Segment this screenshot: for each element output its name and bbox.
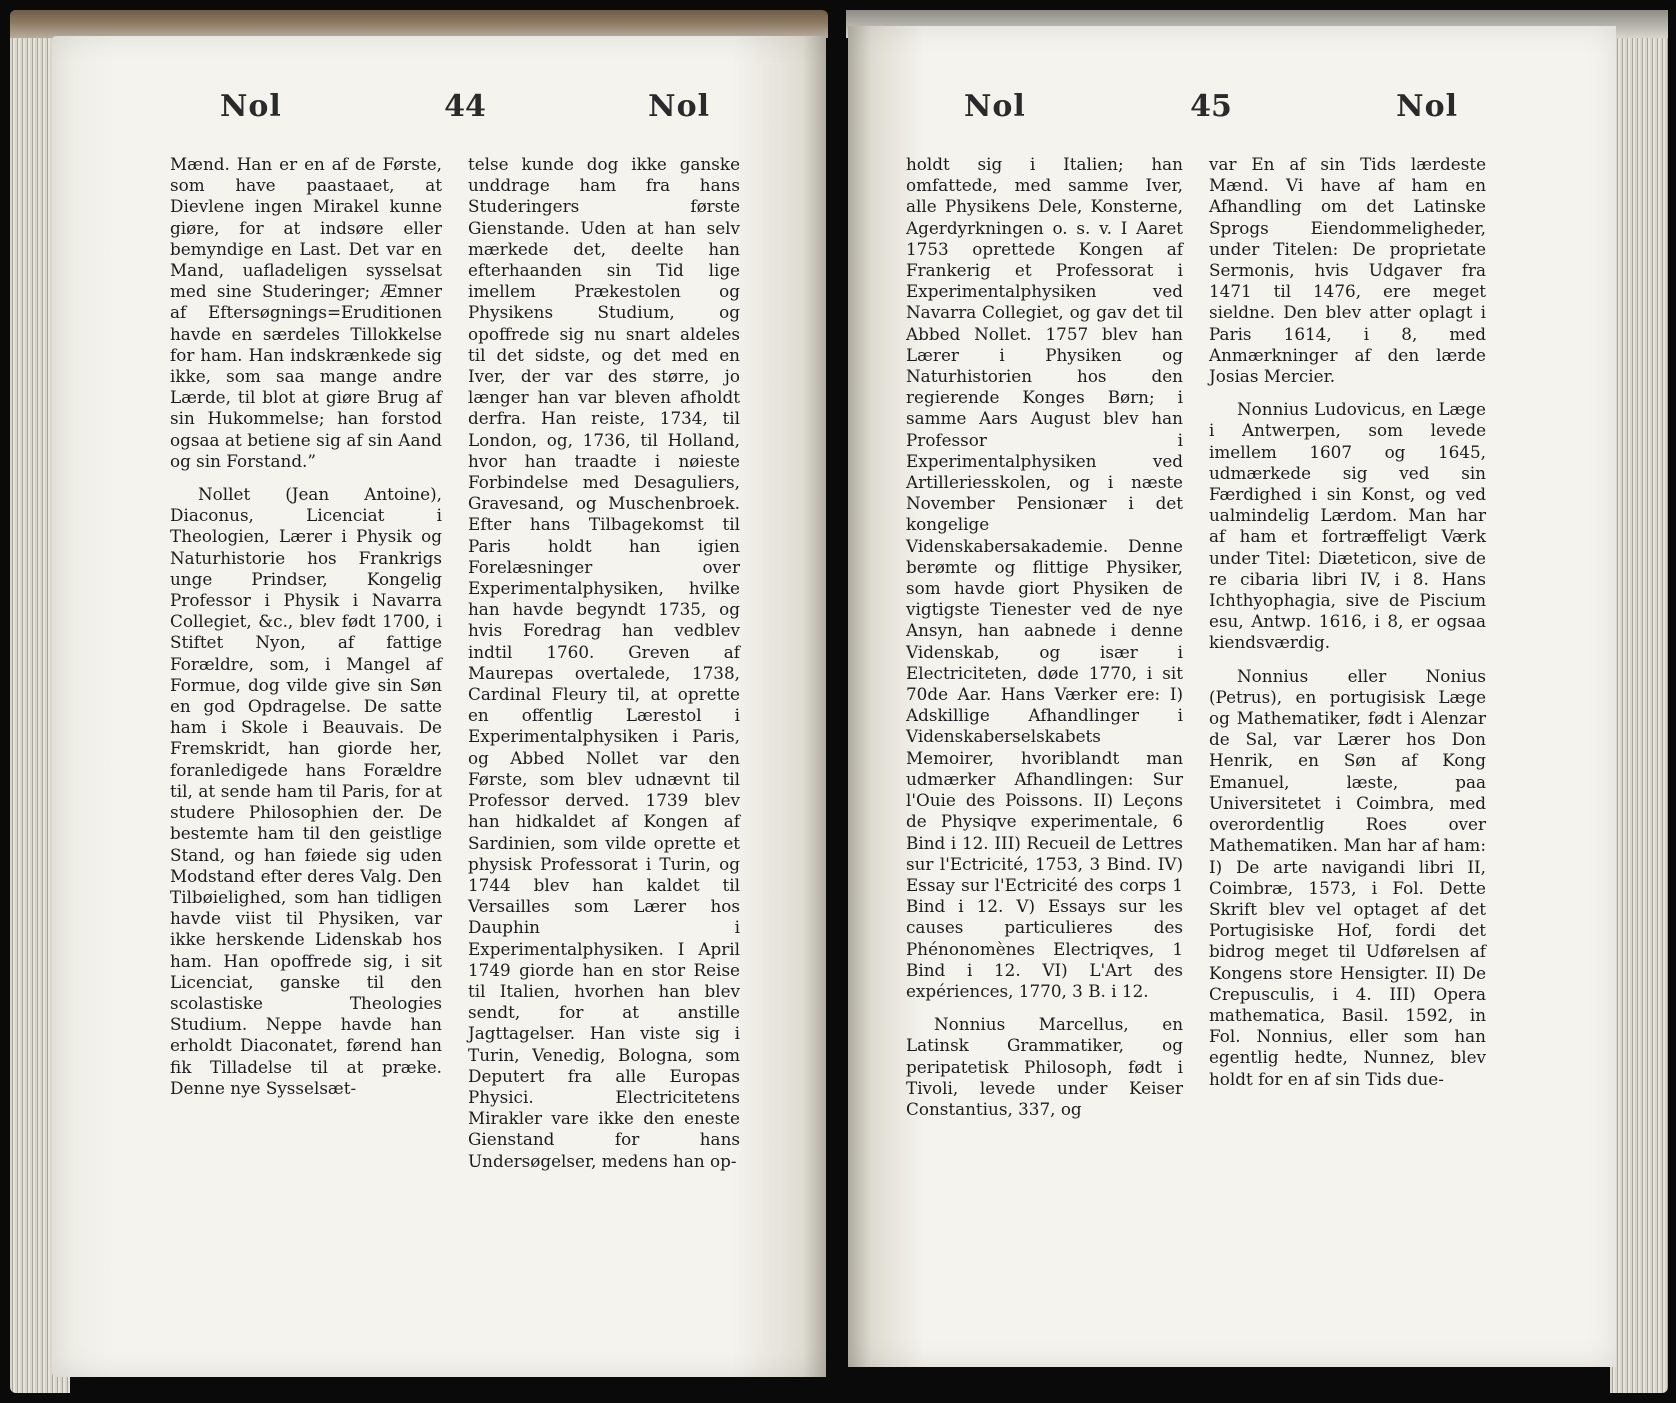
running-head-right: Nol xyxy=(648,88,710,124)
entry-nonnius-marcellus: Nonnius Marcellus, en Latinsk Grammatiker, og peripatetisk Philosoph, født i Tivoli, levede under Keiser Constantius, 337, og xyxy=(906,1014,1183,1119)
right-page-columns xyxy=(906,154,1486,1120)
page-number: 44 xyxy=(444,88,486,124)
paragraph-continued: holdt sig i Italien; han omfattede, med samme Iver, alle Physikens Dele, Konsterne, Agerdyrkningen o. s. v. I Aaret 1753 oprettede Kongen af Frankerig et Professorat i Experimentalphysiken ved Navarra Collegiet, og gav det til Abbed Nollet. 1757 blev han Lærer i Physiken og Naturhistorien hos den regierende Konges Børn; i samme Aars August blev han Professor i Experimentalphysiken ved Artilleriesskolen, og i næste November Pensionær i det kongelige Videnskabersakademie. Denne berømte og flittige Physiker, som havde giort Physiken de vigtigste Tienester ved de nye Ansyn, han aabnede i denne Videnskab, og især i Electriciteten, døde 1770, i sit 70de Aar. Hans Værker ere: I) Adskillige Afhandlinger i Videnskaberselskabets Memoirer, hvoriblandt man udmærker Afhandlingen: Sur l'Ouie des Poissons. II) Leçons de Physiqve experimentale, 6 Bind i 12. III) Recueil de Lettres sur l'Ectricité, 1753, 3 Bind. IV) Essay sur l'Ectricité des corps 1 Bind i 12. V) Essays sur les causes particulieres des Phénonomènes Electriqves, 1 Bind i 12. VI) L'Art des expériences, 1770, 3 B. i 12. xyxy=(906,154,1183,1001)
right-page-edges xyxy=(1610,10,1668,1393)
text-column-2 xyxy=(1209,154,1486,1120)
running-head-right: Nol xyxy=(1396,88,1458,124)
entry-nonnius-petrus: Nonnius eller Nonius (Petrus), en portugisisk Læge og Mathematiker, født i Alenzar de Sal, var Lærer hos Don Henrik, en Søn af Kong Emanuel, læste, paa Universitetet i Coimbra, med overordentlig Roes over Mathematiken. Man har af ham: I) De arte navigandi libri II, Coimbræ, 1573, i Fol. Dette Skrift blev vel optaget af det Portugisiske Hof, fordi det bidrog meget til Udførelsen af Kongens store Hensigter. II) De Crepusculis, i 4. III) Opera mathematica, Basil. 1592, in Fol. Nonnius, eller som han egentlig hedte, Nunnez, blev holdt for en af sin Tids due- xyxy=(1209,665,1486,1089)
paragraph-continued: telse kunde dog ikke ganske unddrage ham fra hans Studeringers første Gienstande. Uden at han selv mærkede det, deelte han efterhaanden sin Tid lige imellem Prækestolen og Physikens Studium, og opoffrede sig nu snart aldeles til det sidste, og det med en Iver, der var des større, jo længer han var bleven afholdt derfra. Han reiste, 1734, til London, og, 1736, til Holland, hvor han traadte i nøieste Forbindelse med Desaguliers, Gravesand, og Muschenbroek. Efter hans Tilbagekomst til Paris holdt han igien Forelæsninger over Experimentalphysiken, hvilke han havde begyndt 1735, og hvis Foredrag han vedblev indtil 1760. Greven af Maurepas overtalede, 1738, Cardinal Fleury til, at oprette en offentlig Lærestol i Experimentalphysiken i Paris, og Abbed Nollet var den Første, som blev udnævnt til Professor derved. 1739 blev han hidkaldet af Kongen af Sardinien, som vilde oprette et physisk Professorat i Turin, og 1744 blev han kaldet til Versailles som Lærer hos Dauphin i Experimentalphysiken. I April 1749 giorde han en stor Reise til Italien, hvorhen han blev sendt, for at anstille Jagttagelser. Han viste sig i Turin, Venedig, Bologna, som Deputert fra alle Europas Physici. Electricitetens Mirakler vare ikke den eneste Gienstand for hans Undersøgelser, medens han op- xyxy=(468,154,740,1171)
left-book-top-edge xyxy=(10,10,828,38)
left-page xyxy=(10,10,828,1393)
running-head-left: Nol xyxy=(964,88,1026,124)
page-number: 45 xyxy=(1190,88,1232,124)
right-page-header xyxy=(964,80,1458,132)
left-page-header xyxy=(220,80,710,132)
entry-nonnius-ludovicus: Nonnius Ludovicus, en Læge i Antwerpen, som levede imellem 1607 og 1645, udmærkede sig ved sin Færdighed i sin Konst, og ved ualmindelig Lærdom. Man har af ham et fortræffeligt Værk under Titel: Diæteticon, sive de re cibaria libri IV, i 8. Hans Ichthyophagia, sive de Piscium esu, Antwp. 1616, i 8, er ogsaa kiendsværdig. xyxy=(1209,399,1486,653)
text-column-1 xyxy=(170,154,442,1172)
text-column-1 xyxy=(906,154,1183,1120)
running-head-left: Nol xyxy=(220,88,282,124)
entry-nollet: Nollet (Jean Antoine), Diaconus, Licenciat i Theologien, Lærer i Physik og Naturhistorie hos Frankrigs unge Prindser, Kongelig Professor i Physik i Navarra Collegiet, &c., blev født 1700, i Stiftet Nyon, af fattige Forældre, som, i Mangel af Formue, dog vilde give sin Søn en god Opdragelse. De satte ham i Skole i Beauvais. De Fremskridt, han giorde her, foranledigede hans Forældre til, at sende ham til Paris, for at studere Philosophien der. De bestemte ham til den geistlige Stand, og han føiede sig uden Modstand efter deres Valg. Den Tilbøielighed, som han tidligen havde viist til Physiken, var ikke herskende Lidenskab hos ham. Han opoffrede sig, i sit Licenciat, ganske til den scolastiske Theologies Studium. Neppe havde han erholdt Diaconatet, førend han fik Tilladelse til at præke. Denne nye Sysselsæt- xyxy=(170,484,442,1098)
paragraph-continued: var En af sin Tids lærdeste Mænd. Vi have af ham en Afhandling om det Latinske Sprogs Eiendommeligheder, under Titelen: De proprietate Sermonis, hvis Udgaver fra 1471 til 1476, ere meget sieldne. Den blev atter oplagt i Paris 1614, i 8, med Anmærkninger af den lærde Josias Mercier. xyxy=(1209,154,1486,387)
paragraph-continued: Mænd. Han er en af de Første, som have paastaaet, at Dievlene ingen Mirakel kunne giøre, for at indsøre eller bemyndige en Last. Det var en Mand, uafladeligen sysselsat med sine Studeringer; Æmner af Eftersøgnings=Eruditionen havde en særdeles Tillokkelse for ham. Han indskrænkede sig ikke, som saa mange andre Lærde, til blot at giøre Brug af sin Hukommelse; han forstod ogsaa at betiene sig af sin Aand og sin Forstand.” xyxy=(170,154,442,471)
left-page-columns xyxy=(170,154,740,1172)
text-column-2 xyxy=(468,154,740,1172)
right-page xyxy=(846,10,1668,1393)
